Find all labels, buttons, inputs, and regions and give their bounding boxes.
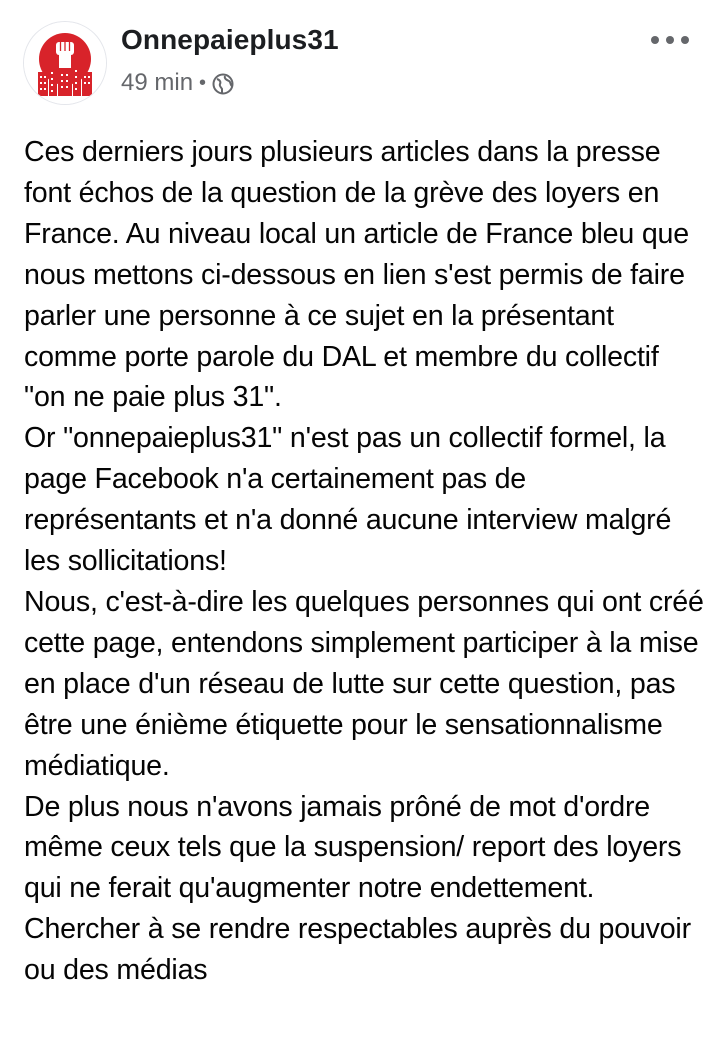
page-avatar[interactable] <box>24 22 106 104</box>
post-text <box>24 132 704 991</box>
post-paragraph: Ces derniers jours plusieurs articles dans la presse font échos de la question de la grève des loyers en France. Au niveau local un article de France bleu que nous mettons ci-dessous en lien s'est permis de faire parler une personne à ce sujet en la présentant comme porte parole du DAL et membre du collectif "on ne paie plus 31". <box>24 136 689 414</box>
more-horizontal-icon <box>650 35 690 45</box>
more-options-button[interactable] <box>640 22 700 58</box>
post-paragraph: Or "onnepaieplus31" n'est pas un collectif formel, la page Facebook n'a certainement pas de représentants et n'a donné aucune interview malgré les sollicitations! <box>24 422 672 578</box>
post-meta <box>121 68 234 98</box>
post-timestamp[interactable]: 49 min <box>121 69 194 96</box>
post-paragraph: Nous, c'est-à-dire les quelques personnes qui ont créé cette page, entendons simplement participer à la mise en place d'un réseau de lutte sur cette question, pas être une énième étiquette pour le sensationnalisme médiatique. <box>24 585 704 782</box>
post-paragraph: De plus nous n'avons jamais prôné de mot d'ordre même ceux tels que la suspension/ report des loyers qui ne ferait qu'augmenter notre endettement. Chercher à se rendre respectables auprès du pouvoir ou des médias <box>24 790 691 987</box>
meta-separator: • <box>199 71 207 94</box>
globe-icon[interactable] <box>212 73 234 95</box>
page-name-link[interactable]: Onnepaieplus31 <box>121 24 339 55</box>
post-header <box>0 0 720 110</box>
raised-fist-logo <box>24 22 106 104</box>
